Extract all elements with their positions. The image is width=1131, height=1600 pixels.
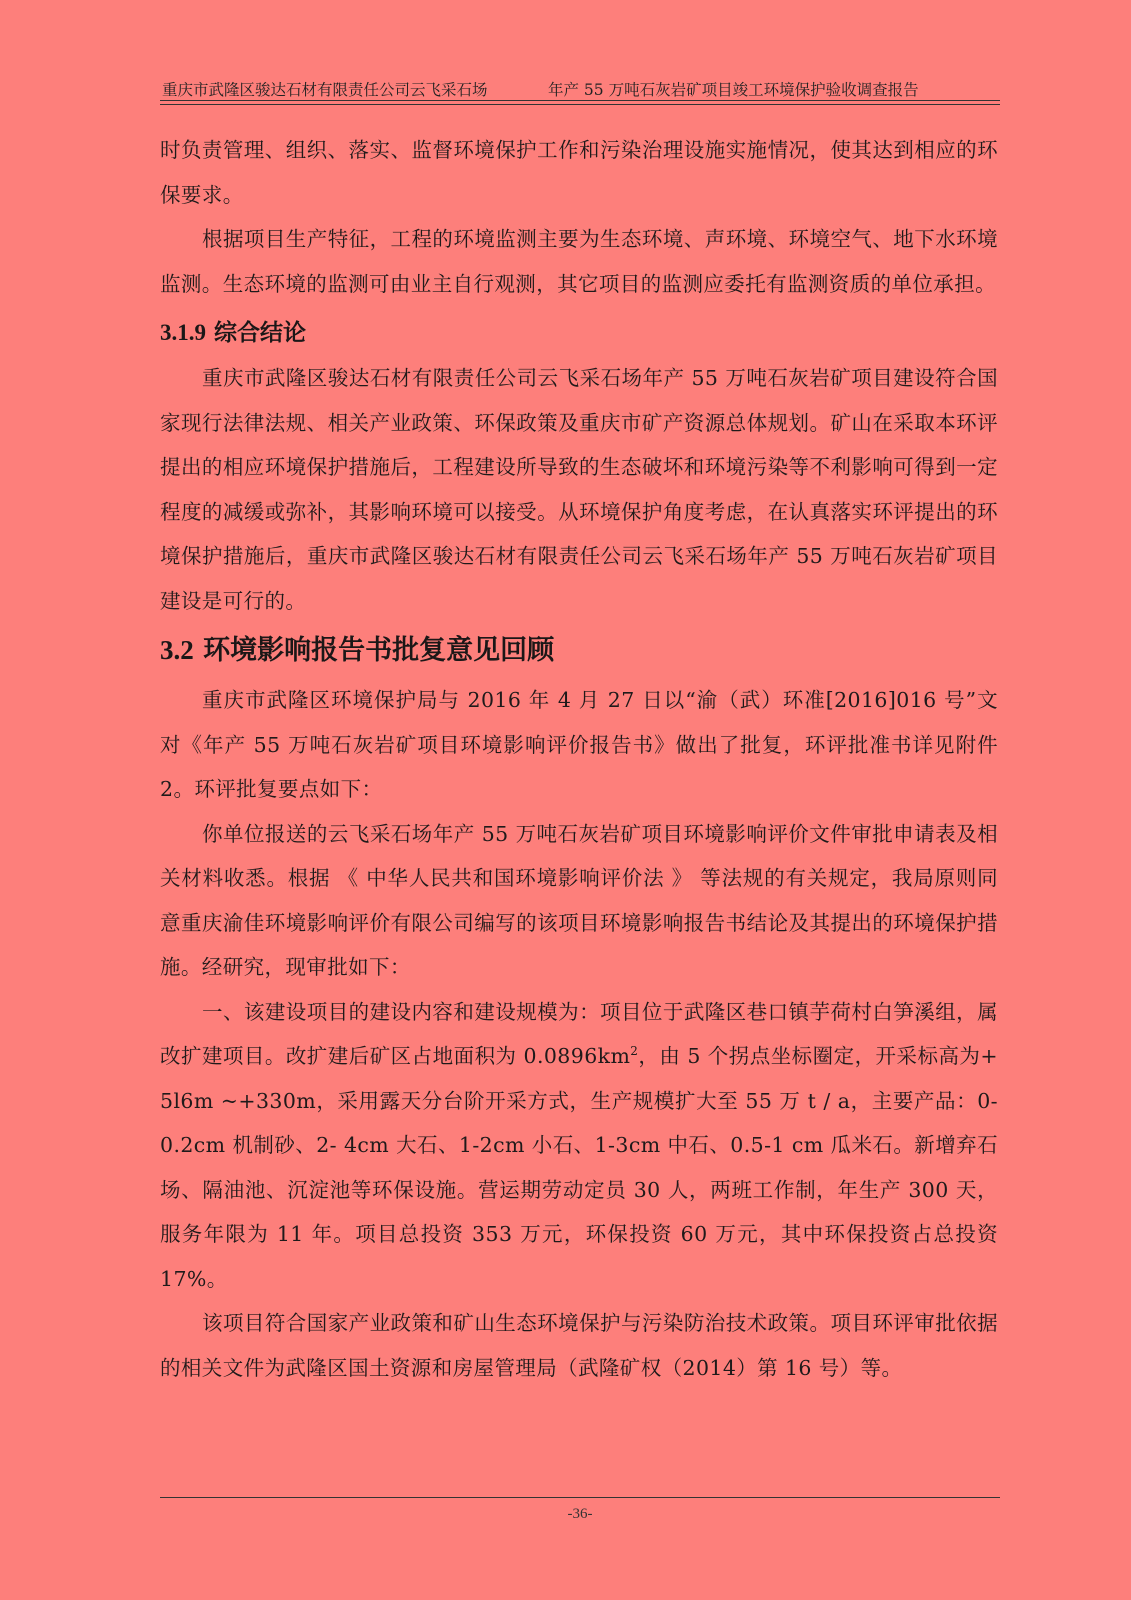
scope-text-part2: ，由 5 个拐点坐标圈定，开采标高为+ 5l6m ~+330m，采用露天分台阶开采方式，生产规模扩大至 55 万 t / a，主要产品：0-0.2cm 机制砂、2- 4cm 大石、1-2cm 小石、1-3cm 中石、0.5-1 cm 瓜米石。新增弃石场、隔油池、沉淀池等环保设施。营运期劳动定员 30 人，两班工作制，年生产 300 天，服务年限为 11 年。项目总投资 353 万元，环保投资 60 万元，其中环保投资占总投资 17%。: [160, 1044, 998, 1291]
section-number: 3.2: [160, 635, 194, 665]
section-title: 综合结论: [214, 320, 307, 346]
paragraph-continuation: 时负责管理、组织、落实、监督环境保护工作和污染治理设施实施情况，使其达到相应的环保要求。: [160, 138, 998, 207]
page-number: -36-: [567, 1506, 593, 1522]
header-rule: [160, 100, 1000, 101]
paragraph-approval-intro: 重庆市武隆区环境保护局与 2016 年 4 月 27 日以“渝（武）环准[2016]016 号”文对《年产 55 万吨石灰岩矿项目环境影响评价报告书》做出了批复，环评批准书详见附件 2。环评批复要点如下：: [160, 688, 998, 801]
header-company-name: 重庆市武隆区骏达石材有限责任公司云飞采石场: [162, 81, 488, 99]
document-body: [160, 128, 998, 1390]
scope-text-part1: 一、该建设项目的建设内容和建设规模为：项目位于武隆区巷口镇芋荷村白笋溪组，属改扩建项目。改扩建后矿区占地面积为 0.0896km: [160, 999, 998, 1068]
section-title: 环境影响报告书批复意见回顾: [203, 635, 555, 666]
section-heading-3-2: [160, 625, 998, 676]
superscript-2: 2: [630, 1044, 639, 1059]
footer-rule: [160, 1497, 1000, 1498]
paragraph-approval-text: 你单位报送的云飞采石场年产 55 万吨石灰岩矿项目环境影响评价文件审批申请表及相关材料收悉。根据 《 中华人民共和国环境影响评价法 》 等法规的有关规定，我局原则同意重庆渝佳环境影响评价有限公司编写的该项目环境影响报告书结论及其提出的环境保护措施。经研究，现审批如下：: [160, 821, 998, 979]
header-rule-thin: [160, 104, 1000, 105]
paragraph-conclusion: 重庆市武隆区骏达石材有限责任公司云飞采石场年产 55 万吨石灰岩矿项目建设符合国家现行法律法规、相关产业政策、环保政策及重庆市矿产资源总体规划。矿山在采取本环评提出的相应环境保护措施后，工程建设所导致的生态破坏和环境污染等不利影响可得到一定程度的减缓或弥补，其影响环境可以接受。从环境保护角度考虑，在认真落实环评提出的环境保护措施后，重庆市武隆区骏达石材有限责任公司云飞采石场年产 55 万吨石灰岩矿项目建设是可行的。: [160, 366, 998, 613]
paragraph-monitoring: 根据项目生产特征，工程的环境监测主要为生态环境、声环境、环境空气、地下水环境监测。生态环境的监测可由业主自行观测，其它项目的监测应委托有监测资质的单位承担。: [160, 227, 998, 296]
paragraph-policy: 该项目符合国家产业政策和矿山生态环境保护与污染防治技术政策。项目环评审批依据的相关文件为武隆区国土资源和房屋管理局（武隆矿权（2014）第 16 号）等。: [160, 1311, 998, 1380]
header-report-title: 年产 55 万吨石灰岩矿项目竣工环境保护验收调查报告: [548, 81, 919, 99]
section-number: 3.1.9: [160, 320, 206, 345]
paragraph-project-scope: [160, 990, 998, 1302]
section-heading-3-1-9: [160, 313, 998, 353]
